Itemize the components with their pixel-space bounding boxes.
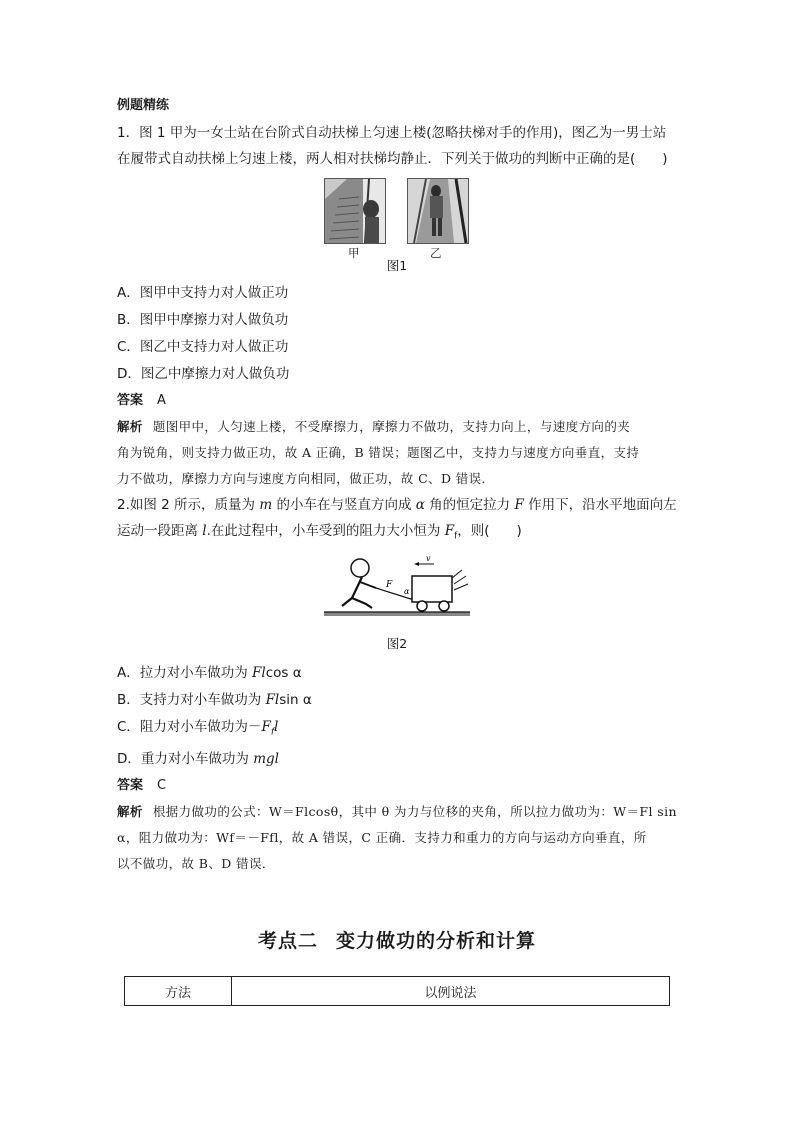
analysis-label: 解析: [117, 419, 143, 434]
var-f: F: [514, 497, 524, 513]
analysis-line-2: 角为锐角，则支持力做正功，故 A 正确，B 错误；题图乙中，支持力与速度方向垂直，支持: [117, 445, 640, 460]
text: A．拉力对小车做功为: [117, 664, 253, 681]
question-1-line-1: 1．图 1 甲为一女士站在台阶式自动扶梯上匀速上楼(忽略扶梯对手的作用)，图乙为一男士站: [117, 125, 667, 141]
option-d: D．图乙中摩擦力对人做负功: [117, 366, 290, 382]
figure-1-caption: 图1: [386, 258, 408, 273]
question-1-options: [117, 280, 677, 388]
analysis-line-2: α，阻力做功为：Wf＝－Ffl，故 A 错误，C 正确．支持力和重力的方向与运动方向垂直，所: [117, 830, 647, 846]
table-header-row: [125, 977, 670, 1006]
velocity-label: v: [426, 553, 431, 563]
var-alpha: α: [415, 497, 425, 513]
question-2-answer: [117, 773, 677, 799]
figure-2-caption: 图2: [386, 635, 408, 651]
expr: F: [261, 718, 271, 735]
text: cos α: [265, 664, 302, 681]
question-1: [117, 120, 677, 492]
option-a: [117, 660, 677, 687]
option-b: B．图甲中摩擦力对人做负功: [117, 312, 289, 328]
section-name: 变力做功的分析和计算: [336, 930, 537, 952]
question-2: [117, 492, 677, 877]
option-d: [117, 746, 677, 773]
option-b: [117, 687, 677, 714]
subscript: f: [270, 727, 274, 738]
question-1-answer: [117, 388, 677, 414]
option-c: C．图乙中支持力对人做正功: [117, 339, 289, 355]
analysis-line-1: [117, 799, 677, 825]
text: 运动一段距离: [117, 523, 203, 539]
text: 2.如图 2 所示，质量为: [117, 497, 260, 513]
text: 的小车在与竖直方向成: [272, 497, 416, 513]
var-ff: F: [444, 523, 455, 539]
cart-pull-illustration: [322, 554, 472, 624]
escalator-belt-photo: [407, 178, 469, 244]
expr: l: [273, 718, 279, 735]
analysis-text: 根据力做功的公式：W＝Flcosθ，其中 θ 为力与位移的夹角，所以拉力做功为：W＝Fl sin: [152, 804, 677, 820]
text: D．重力对小车做功为: [117, 751, 254, 768]
answer-value: A: [157, 393, 166, 408]
content-column: [117, 97, 677, 877]
figure-1-label-yi: 乙: [430, 246, 442, 260]
section-label: 例题精练: [117, 98, 170, 113]
question-1-analysis: [117, 414, 677, 492]
escalator-step-photo: [324, 178, 386, 244]
expr: mgl: [253, 751, 279, 768]
analysis-label: 解析: [117, 804, 143, 820]
text: .在此过程中，小车受到的阻力大小恒为: [206, 523, 445, 539]
answer-label: 答案: [117, 393, 144, 408]
text: 作用下，沿水平地面向左: [523, 497, 677, 513]
text: C．阻力对小车做功为－: [117, 718, 262, 735]
var-l: l: [202, 523, 207, 539]
method-table: [124, 976, 670, 1006]
expr: Fl: [252, 664, 266, 681]
figure-2: [117, 554, 677, 626]
analysis-line-3: 力不做功，摩擦力方向与速度方向相同，做正功，故 C、D 错误．: [117, 471, 495, 486]
figure-1-label-jia: 甲: [348, 246, 360, 260]
analysis-line-1: [117, 414, 677, 440]
text: B．支持力对小车做功为: [117, 691, 266, 708]
section-number: 考点二: [257, 930, 318, 952]
option-a: A．图甲中支持力对人做正功: [117, 285, 289, 301]
force-label: F: [386, 579, 393, 590]
section-heading: [0, 926, 794, 953]
answer-value: C: [157, 778, 167, 794]
answer-label: 答案: [117, 778, 144, 794]
expr: Fl: [265, 691, 280, 708]
text: sin α: [279, 691, 312, 708]
question-2-line-1: [117, 492, 677, 518]
analysis-text: 题图甲中，人匀速上楼，不受摩擦力，摩擦力不做功，支持力向上，与速度方向的夹: [152, 419, 631, 434]
question-1-line-2: 在履带式自动扶梯上匀速上楼，两人相对扶梯均静止．下列关于做功的判断中正确的是( ): [117, 151, 668, 167]
table-header-example: 以例说法: [232, 977, 670, 1006]
question-2-line-2: [117, 518, 677, 550]
figure-1: [117, 178, 677, 264]
subscript-f: f: [454, 531, 458, 542]
analysis-line-3: 以不做功，故 B、D 错误．: [117, 856, 275, 872]
text: 角的恒定拉力: [424, 497, 515, 513]
table-header-method: 方法: [125, 977, 232, 1006]
question-2-options: [117, 660, 677, 774]
angle-label: α: [404, 586, 410, 596]
question-2-analysis: [117, 799, 677, 877]
var-m: m: [259, 497, 273, 513]
text: ，则( ): [457, 523, 522, 539]
option-c: [117, 714, 677, 747]
